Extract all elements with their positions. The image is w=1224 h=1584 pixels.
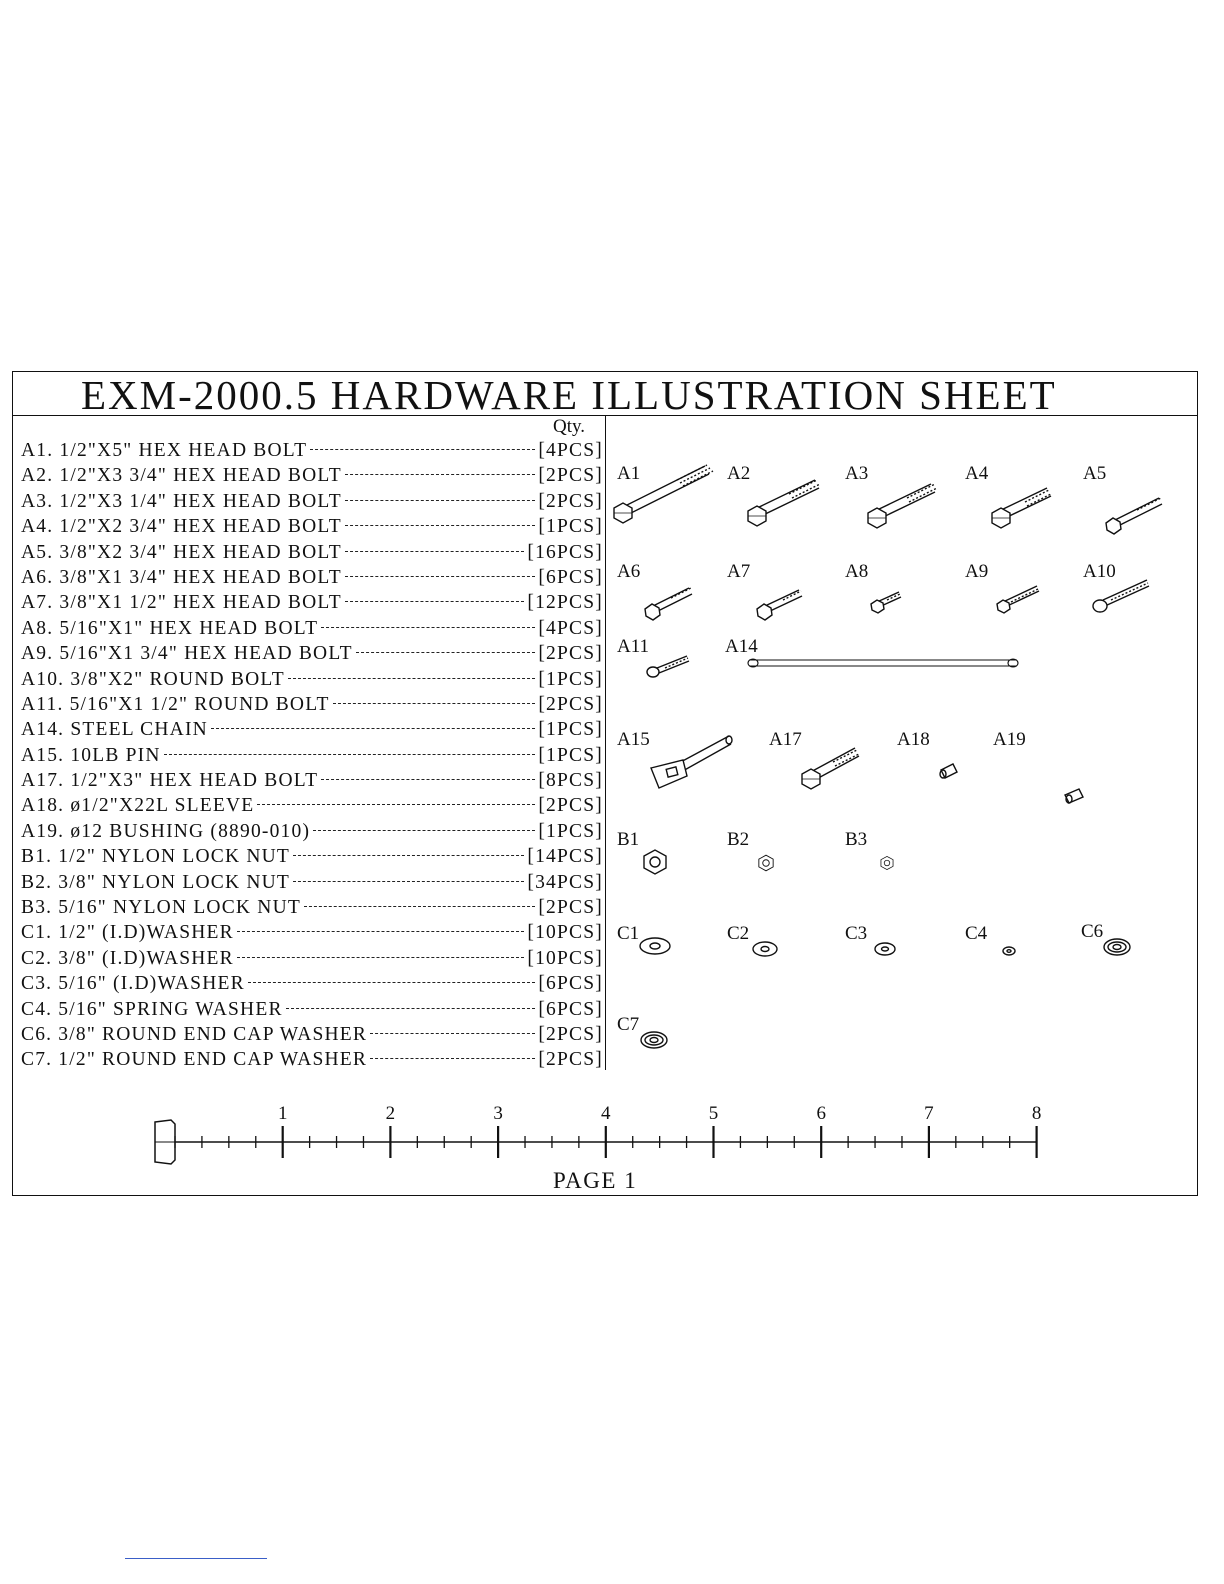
part-row xyxy=(21,643,603,668)
leader-dashes xyxy=(345,551,525,552)
bolt-a7-icon xyxy=(757,590,802,620)
part-description: C1. 1/2" (I.D)WASHER xyxy=(21,922,234,944)
title-row xyxy=(13,372,1197,416)
bolt-a11-icon xyxy=(647,656,689,677)
part-description: A6. 3/8"X1 3/4" HEX HEAD BOLT xyxy=(21,566,342,588)
bolt-a1-icon xyxy=(614,465,713,523)
part-description: A14. STEEL CHAIN xyxy=(21,719,208,741)
part-quantity: [2PCS] xyxy=(538,490,603,512)
bolt-a9-icon xyxy=(997,586,1039,613)
label-c3: C3 xyxy=(845,923,868,944)
part-description: B3. 5/16" NYLON LOCK NUT xyxy=(21,897,301,919)
bolt-a8-icon xyxy=(871,592,901,613)
part-quantity: [1PCS] xyxy=(538,719,603,741)
part-description: C3. 5/16" (I.D)WASHER xyxy=(21,973,245,995)
leader-dashes xyxy=(313,830,535,831)
hardware-drawings xyxy=(607,416,1197,1071)
page-label: PAGE 1 xyxy=(553,1168,638,1193)
part-description: C2. 3/8" (I.D)WASHER xyxy=(21,947,234,969)
leader-dashes xyxy=(370,1058,535,1059)
leader-dashes xyxy=(345,576,536,577)
part-quantity: [34PCS] xyxy=(527,871,603,893)
part-description: A19. ø12 BUSHING (8890-010) xyxy=(21,820,311,842)
bolt-a5-icon xyxy=(1106,498,1162,534)
label-b2: B2 xyxy=(727,829,750,850)
ruler-number: 6 xyxy=(816,1103,826,1124)
part-description: A7. 3/8"X1 1/2" HEX HEAD BOLT xyxy=(21,592,342,614)
nut-b3-icon xyxy=(881,856,893,869)
part-description: A10. 3/8"X2" ROUND BOLT xyxy=(21,668,285,690)
part-row xyxy=(21,1049,603,1074)
part-row xyxy=(21,872,603,897)
part-quantity: [2PCS] xyxy=(538,1023,603,1045)
leader-dashes xyxy=(333,703,536,704)
part-description: B1. 1/2" NYLON LOCK NUT xyxy=(21,846,291,868)
part-quantity: [2PCS] xyxy=(538,897,603,919)
part-row xyxy=(21,846,603,871)
bushing-a19-icon xyxy=(1065,789,1083,803)
hardware-illustrations xyxy=(607,416,1197,1071)
part-description: A2. 1/2"X3 3/4" HEX HEAD BOLT xyxy=(21,465,342,487)
measurement-ruler xyxy=(13,1072,1197,1152)
part-description: B2. 3/8" NYLON LOCK NUT xyxy=(21,871,291,893)
part-quantity: [1PCS] xyxy=(538,744,603,766)
label-c7: C7 xyxy=(617,1014,640,1035)
ruler-number: 1 xyxy=(277,1103,288,1124)
label-a19: A19 xyxy=(993,729,1026,750)
label-c1: C1 xyxy=(617,923,640,944)
part-row xyxy=(21,440,603,465)
leader-dashes xyxy=(321,627,535,628)
leader-dashes xyxy=(288,678,536,679)
part-row xyxy=(21,491,603,516)
part-description: A11. 5/16"X1 1/2" ROUND BOLT xyxy=(21,693,330,715)
part-quantity: [6PCS] xyxy=(538,998,603,1020)
label-a6: A6 xyxy=(617,561,641,582)
bolt-a6-icon xyxy=(645,588,692,620)
bolt-a10-icon xyxy=(1093,580,1149,612)
part-quantity: [2PCS] xyxy=(538,795,603,817)
part-row xyxy=(21,745,603,770)
part-row xyxy=(21,973,603,998)
part-description: A5. 3/8"X2 3/4" HEX HEAD BOLT xyxy=(21,541,342,563)
leader-dashes xyxy=(345,500,536,501)
leader-dashes xyxy=(356,652,536,653)
part-row xyxy=(21,948,603,973)
label-a8: A8 xyxy=(845,561,869,582)
part-quantity: [10PCS] xyxy=(527,922,603,944)
part-row xyxy=(21,897,603,922)
ruler-number: 3 xyxy=(493,1103,503,1124)
leader-dashes xyxy=(345,474,536,475)
nut-b1-icon xyxy=(644,850,666,874)
part-row xyxy=(21,719,603,744)
ruler-number: 2 xyxy=(385,1103,396,1124)
washer-c6-icon xyxy=(1104,939,1130,955)
column-divider xyxy=(605,415,606,1070)
label-c2: C2 xyxy=(727,923,750,944)
sleeve-a18-icon xyxy=(940,764,957,778)
leader-dashes xyxy=(293,881,524,882)
label-a1: A1 xyxy=(617,463,641,484)
washer-c1-icon xyxy=(640,938,670,954)
part-row xyxy=(21,516,603,541)
label-c4: C4 xyxy=(965,923,988,944)
part-quantity: [6PCS] xyxy=(538,973,603,995)
pin-a15-icon xyxy=(651,736,732,788)
leader-dashes xyxy=(304,906,535,907)
label-a11: A11 xyxy=(617,636,650,657)
part-quantity: [12PCS] xyxy=(527,592,603,614)
hardware-sheet xyxy=(12,371,1198,1196)
chain-a14-icon xyxy=(748,659,1018,667)
label-b3: B3 xyxy=(845,829,868,850)
part-quantity: [8PCS] xyxy=(538,770,603,792)
part-description: A17. 1/2"X3" HEX HEAD BOLT xyxy=(21,770,319,792)
part-row xyxy=(21,1024,603,1049)
qty-header: Qty. xyxy=(553,416,586,437)
part-description: A3. 1/2"X3 1/4" HEX HEAD BOLT xyxy=(21,490,342,512)
label-a9: A9 xyxy=(965,561,989,582)
part-row xyxy=(21,999,603,1024)
part-description: C7. 1/2" ROUND END CAP WASHER xyxy=(21,1049,368,1071)
label-a2: A2 xyxy=(727,463,751,484)
part-description: A18. ø1/2"X22L SLEEVE xyxy=(21,795,255,817)
part-row xyxy=(21,922,603,947)
part-row xyxy=(21,770,603,795)
label-a7: A7 xyxy=(727,561,751,582)
ruler-number: 4 xyxy=(601,1103,611,1124)
bolt-a17-icon xyxy=(802,748,859,789)
label-a3: A3 xyxy=(845,463,869,484)
part-row xyxy=(21,592,603,617)
washer-c7-icon xyxy=(641,1032,667,1048)
leader-dashes xyxy=(321,779,535,780)
part-quantity: [1PCS] xyxy=(538,516,603,538)
nut-b2-icon xyxy=(759,855,773,871)
bolt-a3-icon xyxy=(868,484,937,528)
leader-dashes xyxy=(164,754,536,755)
part-quantity: [2PCS] xyxy=(538,465,603,487)
part-row xyxy=(21,821,603,846)
leader-dashes xyxy=(345,601,525,602)
part-description: A1. 1/2"X5" HEX HEAD BOLT xyxy=(21,440,308,461)
ruler-number: 5 xyxy=(708,1103,719,1124)
ruler-number: 7 xyxy=(924,1103,934,1124)
part-row xyxy=(21,542,603,567)
part-row xyxy=(21,618,603,643)
part-row xyxy=(21,795,603,820)
label-a17: A17 xyxy=(769,729,802,750)
part-quantity: [14PCS] xyxy=(527,846,603,868)
label-a4: A4 xyxy=(965,463,989,484)
label-b1: B1 xyxy=(617,829,640,850)
part-quantity: [4PCS] xyxy=(538,440,603,461)
washer-c4-icon xyxy=(1003,947,1015,955)
washer-c3-icon xyxy=(875,943,895,955)
part-description: A8. 5/16"X1" HEX HEAD BOLT xyxy=(21,617,319,639)
parts-list xyxy=(21,440,603,1075)
leader-dashes xyxy=(293,855,524,856)
part-quantity: [2PCS] xyxy=(538,1049,603,1071)
leader-dashes xyxy=(237,931,525,932)
part-row xyxy=(21,669,603,694)
part-row xyxy=(21,694,603,719)
label-a15: A15 xyxy=(617,729,650,750)
leader-dashes xyxy=(248,982,536,983)
part-description: C4. 5/16" SPRING WASHER xyxy=(21,998,283,1020)
leader-dashes xyxy=(257,804,535,805)
part-quantity: [1PCS] xyxy=(538,668,603,690)
label-a18: A18 xyxy=(897,729,930,750)
part-row xyxy=(21,465,603,490)
sheet-title: EXM-2000.5 HARDWARE ILLUSTRATION SHEET xyxy=(81,372,1057,418)
part-quantity: [16PCS] xyxy=(527,541,603,563)
part-row xyxy=(21,567,603,592)
part-quantity: [2PCS] xyxy=(538,693,603,715)
bolt-a4-icon xyxy=(992,488,1051,528)
leader-dashes xyxy=(370,1033,535,1034)
washer-c2-icon xyxy=(753,942,777,956)
bolt-a2-icon xyxy=(748,480,820,526)
leader-dashes xyxy=(211,728,535,729)
part-quantity: [1PCS] xyxy=(538,820,603,842)
ruler-number: 8 xyxy=(1031,1103,1042,1124)
part-description: A4. 1/2"X2 3/4" HEX HEAD BOLT xyxy=(21,516,342,538)
label-c6: C6 xyxy=(1081,921,1104,942)
part-description: A9. 5/16"X1 3/4" HEX HEAD BOLT xyxy=(21,643,353,665)
leader-dashes xyxy=(237,957,525,958)
part-quantity: [6PCS] xyxy=(538,566,603,588)
footer-link-line xyxy=(125,1558,267,1559)
part-quantity: [10PCS] xyxy=(527,947,603,969)
part-description: A15. 10LB PIN xyxy=(21,744,161,766)
part-description: C6. 3/8" ROUND END CAP WASHER xyxy=(21,1023,368,1045)
label-a14: A14 xyxy=(725,636,758,657)
part-quantity: [2PCS] xyxy=(538,643,603,665)
leader-dashes xyxy=(345,525,536,526)
label-a10: A10 xyxy=(1083,561,1116,582)
leader-dashes xyxy=(310,449,535,450)
label-a5: A5 xyxy=(1083,463,1107,484)
leader-dashes xyxy=(286,1008,536,1009)
part-quantity: [4PCS] xyxy=(538,617,603,639)
